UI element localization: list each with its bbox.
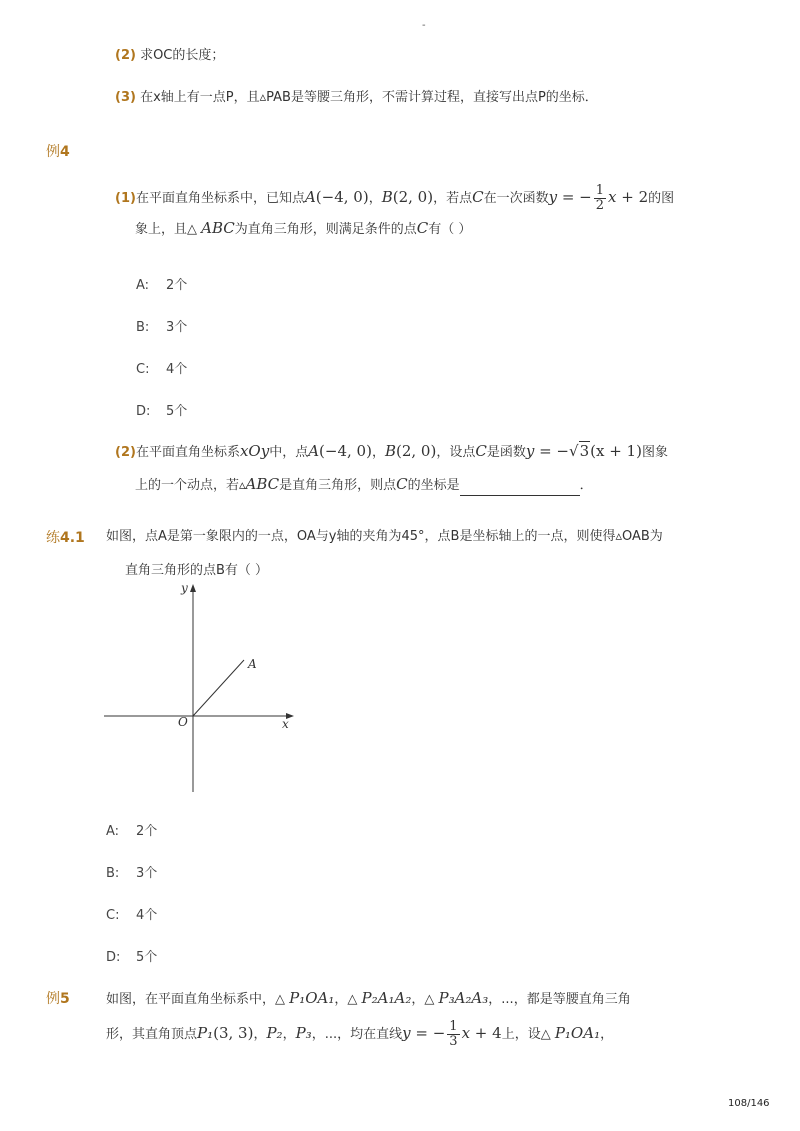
math-var: P₂A₁A₂ [361,989,412,1007]
text: ， [282,1027,296,1042]
text: 上，设△ [501,1027,555,1042]
option-value: 2个 [136,824,158,839]
text: ． [579,478,593,493]
option-c[interactable] [136,358,187,377]
option-c[interactable] [106,904,157,923]
question-text: 在x轴上有一点P，且▵PAB是等腰三角形，不需计算过程，直接写出点P的坐标． [140,90,598,105]
option-a[interactable] [106,820,157,839]
math-coord: (2, 0) [396,442,437,460]
text: ， [253,1027,267,1042]
option-label: C: [136,362,150,377]
option-d[interactable] [106,946,157,965]
text: 是函数 [486,445,526,460]
math-var: xOy [239,442,270,460]
label-prefix: 例 [46,991,60,1007]
option-d[interactable] [136,400,187,419]
prev-question-3 [115,88,598,108]
math-op: = − [557,188,592,206]
page-number: 108/146 [728,1098,770,1109]
option-label: C: [106,908,120,923]
question-number: (1) [115,191,136,206]
label-prefix: 练 [46,530,60,546]
point-a-label: A [248,657,257,671]
option-label: A: [136,278,150,293]
math-op: + 2 [616,188,649,206]
math-sqrt: √3 [569,442,590,460]
math-op: = − [534,442,570,460]
math-op: + 4 [470,1024,502,1042]
math-var: A [308,442,320,460]
y-axis-label: y [181,581,188,595]
ex4-q1-line1 [115,180,674,216]
math-var: ABC [201,219,235,237]
option-label: A: [106,824,120,839]
math-var: B [381,188,393,206]
question-number: (2) [115,48,136,63]
prev-question-2 [115,46,224,66]
text: ， [368,191,382,206]
text: ， [371,445,385,460]
example-4-label [46,141,70,161]
text: 是直角三角形，则点 [279,478,397,493]
numerator: 1 [595,183,605,198]
text: ，△ [411,992,439,1007]
option-value: 2个 [166,278,188,293]
example-5-line1 [106,988,631,1010]
math-var: P₃ [295,1024,312,1042]
denominator: 2 [595,198,605,213]
text: 上的一个动点，若▵ [135,478,246,493]
text: 为直角三角形，则满足条件的点 [234,222,417,237]
ex4-q2-line1 [115,441,668,463]
math-var: C [396,475,408,493]
option-label: D: [106,950,121,965]
math-var: y [402,1024,411,1042]
option-b[interactable] [106,862,157,881]
label-number: 5 [60,991,70,1007]
practice-4-1-line2: 直角三角形的点B有（ ） [125,563,269,578]
math-var: x [461,1024,471,1042]
text: 形，其直角顶点 [106,1027,198,1042]
math-expr: (x + 1) [590,442,642,460]
math-coord: (3, 3) [213,1024,254,1042]
option-value: 5个 [166,404,188,419]
label-prefix: 例 [46,144,60,160]
math-var: P₂ [266,1024,283,1042]
question-number: (2) [115,445,136,460]
text: ，...，均在直线 [311,1027,403,1042]
math-var: ABC [245,475,280,493]
text: 的坐标是 [407,478,460,493]
option-label: B: [106,866,120,881]
ex4-q2-line2 [135,474,593,496]
ex4-q1-line2 [135,218,471,240]
math-var: x [608,188,617,206]
example-5-line2 [106,1016,613,1052]
option-value: 3个 [136,866,158,881]
option-value: 4个 [136,908,158,923]
math-coord: (2, 0) [392,188,434,206]
text: 象上，且△ [135,222,202,237]
text: ，设点 [436,445,476,460]
text: 有（ ） [428,222,472,237]
origin-label: O [178,715,188,729]
text: 在一次函数 [483,191,549,206]
coordinate-figure [100,578,300,796]
x-axis-label: x [282,717,289,731]
text: 的图 [648,191,675,206]
example-5-label [46,988,70,1008]
text: ， [600,1027,614,1042]
math-fraction [447,1020,459,1049]
math-var: C [416,219,429,237]
text: 在平面直角坐标系 [135,445,240,460]
radicand: 3 [579,442,590,460]
option-label: B: [136,320,150,335]
option-a[interactable] [136,274,187,293]
math-var: B [384,442,396,460]
text: 中，点 [269,445,309,460]
option-b[interactable] [136,316,187,335]
numerator: 1 [449,1019,458,1034]
math-var: P₁ [197,1024,214,1042]
y-axis-arrow [190,584,196,592]
text: 在平面直角坐标系中，已知点 [135,191,305,206]
segment-oa [193,660,244,716]
math-var: P₁OA₁ [289,989,335,1007]
option-value: 5个 [136,950,158,965]
text: ，△ [334,992,362,1007]
math-var: C [475,442,487,460]
math-var: C [472,188,484,206]
text: ，若点 [433,191,473,206]
practice-4-1-label [46,527,85,547]
text: ，...，都是等腰直角三角 [488,992,631,1007]
math-var: P₁OA₁ [554,1024,601,1042]
text: 图象 [641,445,668,460]
question-text: 求OC的长度； [140,48,225,63]
denominator: 3 [449,1034,458,1049]
question-number: (3) [115,90,136,105]
label-number: 4.1 [60,530,85,546]
math-coord: (−4, 0) [315,188,369,206]
math-var: P₃A₂A₃ [438,989,489,1007]
math-var: A [304,188,316,206]
math-var: y [525,442,535,460]
answer-blank[interactable] [460,481,580,496]
math-coord: (−4, 0) [319,442,372,460]
header-mark: - [422,20,426,31]
option-value: 4个 [166,362,188,377]
option-value: 3个 [166,320,188,335]
math-var: y [548,188,558,206]
practice-4-1-line1: 如图，点A是第一象限内的一点，OA与y轴的夹角为45°，点B是坐标轴上的一点，则使得▵OAB为 [106,529,663,544]
text: 如图，在平面直角坐标系中，△ [106,992,290,1007]
label-number: 4 [60,144,70,160]
option-label: D: [136,404,151,419]
math-op: = − [410,1024,446,1042]
math-fraction [594,184,606,213]
